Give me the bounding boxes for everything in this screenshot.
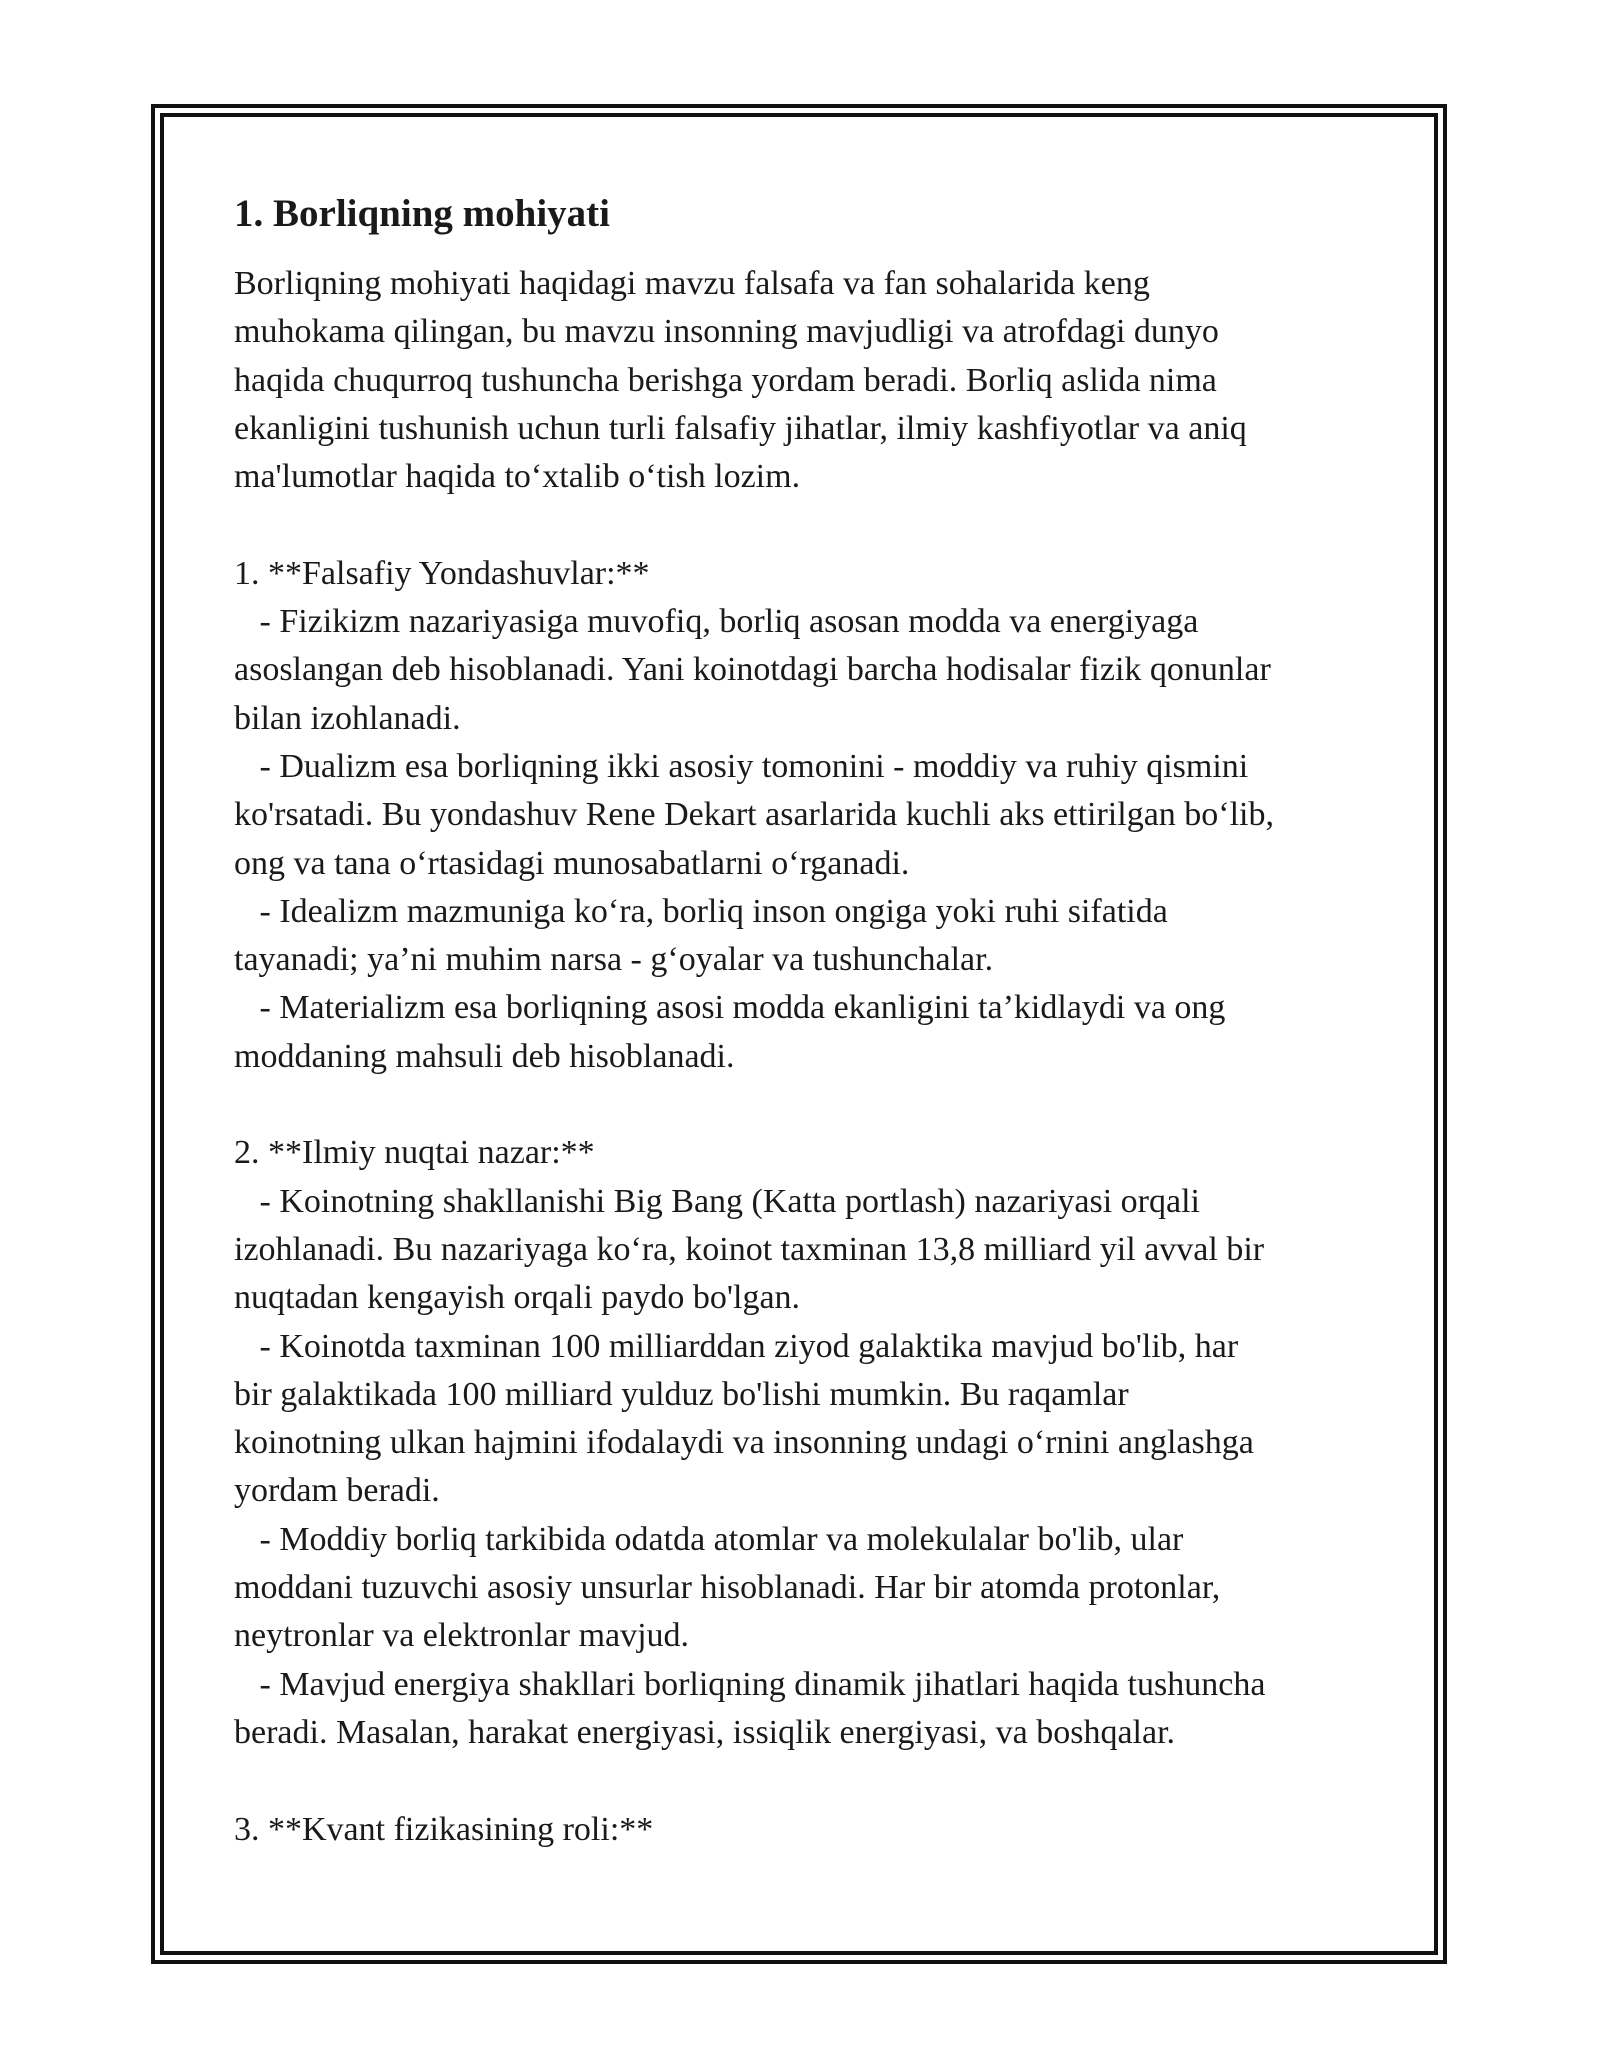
section-heading: 1. Borliqning mohiyati [234,192,610,235]
section-body-text: Borliqning mohiyati haqidagi mavzu falsafa va fan sohalarida keng muhokama qilingan, bu mavzu insonning mavjudligi va atrofdagi dunyo haqida chuqurroq tushuncha berishga yordam beradi. Borliq aslida nima ekanligini tushunish uchun turli falsafiy jihatlar, ilmiy kashfiyotlar va aniq ma'lumotlar haqida to‘xtalib o‘tish lozim. 1. **Falsafiy Yondashuvlar:** - Fizikizm nazariyasiga muvofiq, borliq asosan modda va energiyaga asoslangan deb hisoblanadi. Yani koinotdagi barcha hodisalar fizik qonunlar bilan izohlanadi. - Dualizm esa borliqning ikki asosiy tomonini - moddiy va ruhiy qismini ko'rsatadi. Bu yondashuv Rene Dekart asarlarida kuchli aks ettirilgan bo‘lib, ong va tana o‘rtasidagi munosabatlarni o‘rganadi. - Idealizm mazmuniga ko‘ra, borliq inson ongiga yoki ruhi sifatida tayanadi; ya’ni muhim narsa - g‘oyalar va tushunchalar. - Materializm esa borliqning asosi modda ekanligini ta’kidlaydi va ong moddaning mahsuli deb hisoblanadi. 2. **Ilmiy nuqtai nazar:** - Koinotning shakllanishi Big Bang (Katta portlash) nazariyasi orqali izohlanadi. Bu nazariyaga ko‘ra, koinot taxminan 13,8 milliard yil avval bir nuqtadan kengayish orqali paydo bo'lgan. - Koinotda taxminan 100 milliarddan ziyod galaktika mavjud bo'lib, har bir galaktikada 100 milliard yulduz bo'lishi mumkin. Bu raqamlar koinotning ulkan hajmini ifodalaydi va insonning undagi o‘rnini anglashga yordam beradi. - Moddiy borliq tarkibida odatda atomlar va molekulalar bo'lib, ular moddani tuzuvchi asosiy unsurlar hisoblanadi. Har bir atomda protonlar, neytronlar va elektronlar mavjud. - Mavjud energiya shakllari borliqning dinamik jihatlari haqida tushuncha beradi. Masalan, harakat energiyasi, issiqlik energiyasi, va boshqalar. 3. **Kvant fizikasining roli:** [234,265,1275,1848]
document-content [234,186,1384,1854]
